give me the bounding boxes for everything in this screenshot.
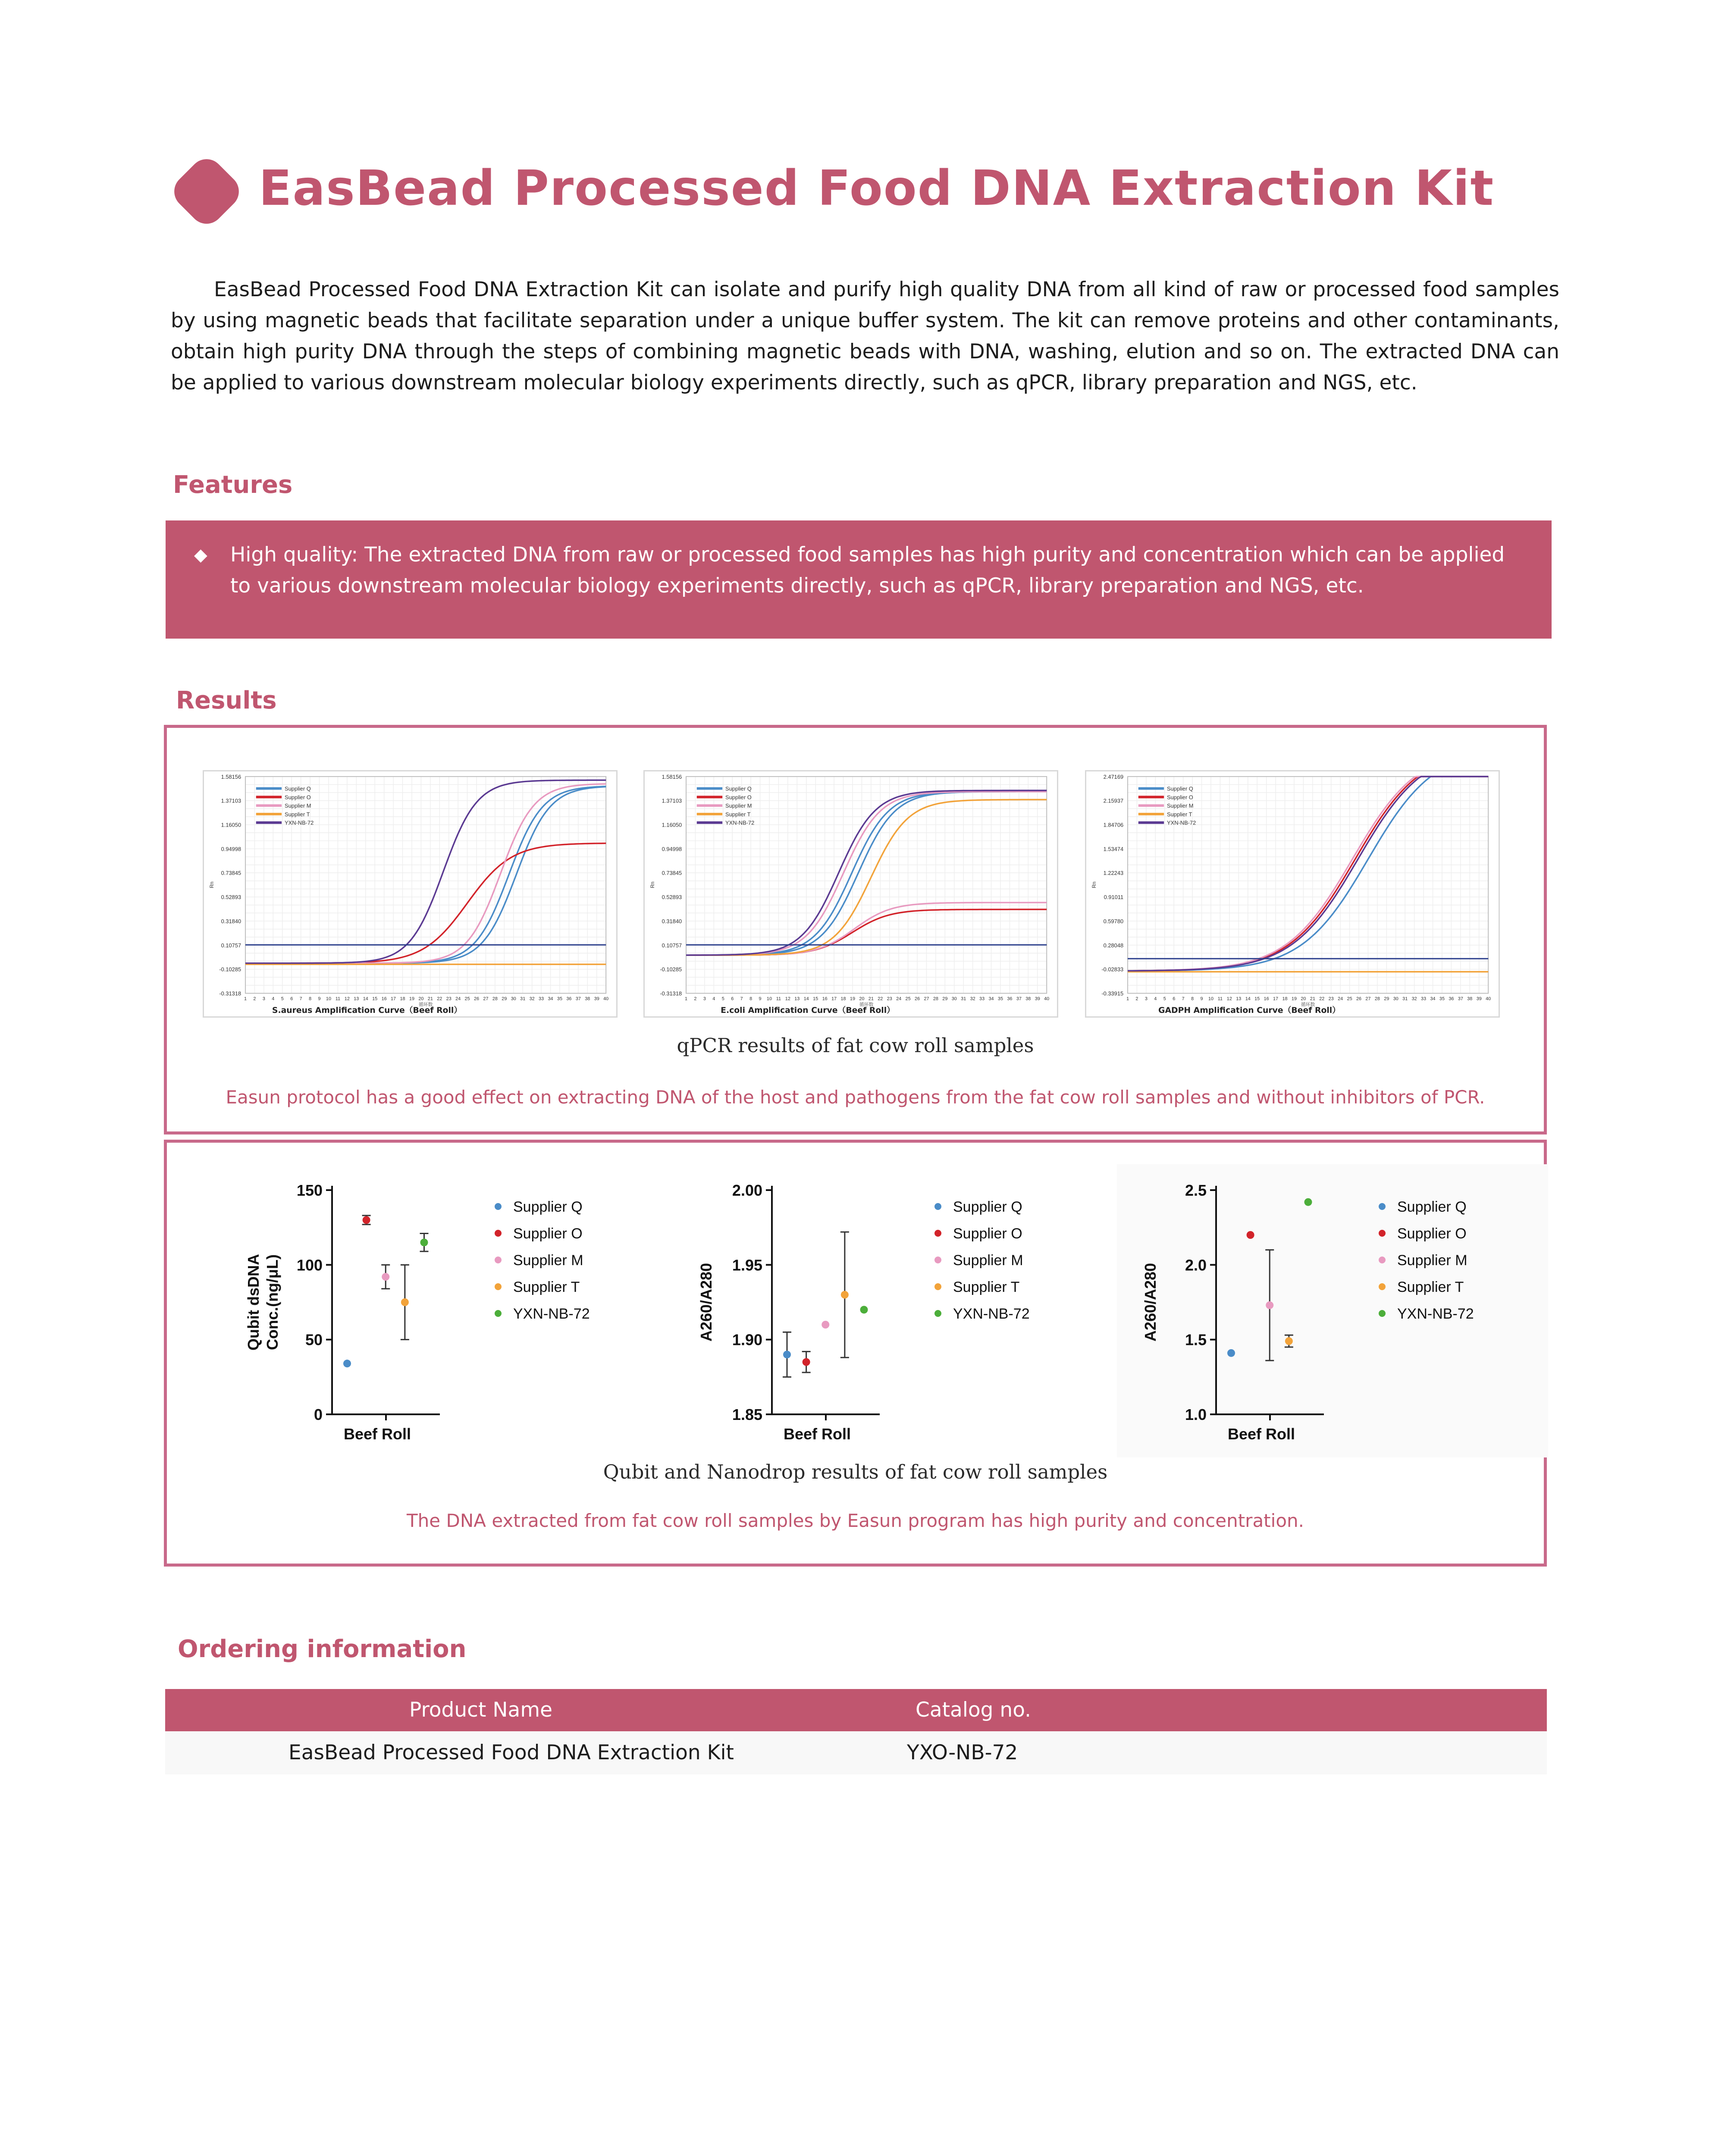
- x-tick-label: 27: [1365, 996, 1371, 1002]
- x-tick-label: 2: [253, 996, 256, 1002]
- gadph-amplification-svg: [1086, 771, 1499, 1016]
- x-tick-label: 27: [483, 996, 489, 1002]
- col-catalog-no: Catalog no.: [916, 1698, 1032, 1722]
- y-tick-label: 0.52893: [662, 894, 682, 901]
- x-tick-label: 21: [1310, 996, 1315, 1002]
- legend-label-supplier-o: Supplier O: [953, 1225, 1022, 1242]
- legend-dot-supplier-o: [495, 1230, 502, 1237]
- x-tick-label: 35: [997, 996, 1003, 1002]
- x-tick-label: 17: [1273, 996, 1279, 1002]
- x-tick-label: 8: [749, 996, 753, 1002]
- x-tick-label: 37: [575, 996, 581, 1002]
- legend-label-yxn-nb-72: YXN-NB-72: [1397, 1306, 1474, 1322]
- x-tick-label: 1: [1126, 996, 1129, 1002]
- y-tick-label: 1.37103: [221, 797, 241, 804]
- x-tick-label: 37: [1458, 996, 1463, 1002]
- intro-text: EasBead Processed Food DNA Extraction Kit can isolate and purify high quality DNA from all kind of raw or processed food samples by using magnetic beads that facilitate separation under a unique buffer system. The kit can remove proteins and other contaminants, obtain high purity DNA through the steps of combining magnetic beads with DNA, washing, elution and so on. The extracted DNA can be applied to various downstream molecular biology experiments directly, such as qPCR, library preparation and NGS, etc.: [171, 278, 1559, 395]
- legend-dot-supplier-o: [934, 1230, 941, 1237]
- y-tick-label: -0.31318: [660, 990, 682, 997]
- point-supplier-o: [363, 1216, 370, 1224]
- legend-label-supplier-o: Supplier O: [1397, 1225, 1467, 1242]
- x-tick-label: 4: [712, 996, 715, 1002]
- legend-dot-supplier-q: [495, 1203, 502, 1210]
- x-tick-label: 32: [970, 996, 975, 1002]
- features-box: [166, 520, 1552, 639]
- y-tick-label: 2.0: [1185, 1256, 1207, 1274]
- x-tick-label: 24: [455, 996, 461, 1002]
- qubit-caption: Qubit and Nanodrop results of fat cow roll samples: [603, 1460, 1108, 1483]
- x-tick-label: 12: [344, 996, 350, 1002]
- x-tick-label: 31: [961, 996, 966, 1002]
- x-tick-label: 39: [594, 996, 599, 1002]
- legend-label-yxn-nb-72: YXN-NB-72: [513, 1306, 590, 1322]
- y-tick-label: 0.94998: [221, 846, 241, 852]
- ecoli-amplification-svg: [645, 771, 1057, 1016]
- results-heading: Results: [176, 686, 277, 714]
- x-tick-label: 29: [1384, 996, 1389, 1002]
- x-tick-label: 23: [446, 996, 452, 1002]
- y-tick-label: -0.10285: [219, 966, 241, 973]
- y-tick-label: 2.00: [732, 1181, 762, 1199]
- x-tick-label: 6: [731, 996, 734, 1002]
- legend-dot-supplier-t: [495, 1283, 502, 1290]
- x-tick-label: 30: [1393, 996, 1398, 1002]
- y-tick-label: -0.02833: [1101, 966, 1124, 973]
- x-tick-label: 34: [988, 996, 994, 1002]
- col-product-name: Product Name: [409, 1698, 553, 1722]
- x-tick-label: 2: [694, 996, 697, 1002]
- y-axis-label: Rn: [208, 881, 215, 888]
- x-tick-label: 7: [740, 996, 743, 1002]
- point-supplier-q: [343, 1360, 351, 1367]
- x-tick-label: 31: [1402, 996, 1408, 1002]
- point-supplier-o: [1247, 1231, 1254, 1239]
- x-tick-label: 39: [1035, 996, 1040, 1002]
- y-axis-label: Rn: [649, 881, 655, 888]
- x-tick-label: 28: [1374, 996, 1380, 1002]
- y-tick-label: 0.31840: [221, 918, 241, 924]
- legend-dot-supplier-m: [934, 1257, 941, 1263]
- x-category-label: Beef Roll: [783, 1425, 851, 1443]
- x-tick-label: 36: [566, 996, 572, 1002]
- x-tick-label: 24: [1338, 996, 1343, 1002]
- x-tick-label: 20: [859, 996, 865, 1002]
- x-tick-label: 3: [703, 996, 706, 1002]
- x-tick-label: 27: [924, 996, 929, 1002]
- x-tick-label: 32: [529, 996, 535, 1002]
- qpcr-caption: qPCR results of fat cow roll samples: [677, 1034, 1034, 1057]
- a260-a280-chart-2: [1117, 1164, 1548, 1457]
- x-tick-label: 3: [1144, 996, 1148, 1002]
- x-tick-label: 3: [262, 996, 265, 1002]
- y-tick-label: 0.10757: [221, 942, 241, 949]
- qubit-note: The DNA extracted from fat cow roll samples by Easun program has high purity and concentration.: [407, 1510, 1304, 1531]
- y-tick-label: 1.5: [1185, 1331, 1207, 1349]
- point-supplier-m: [382, 1273, 389, 1281]
- x-tick-label: 40: [603, 996, 609, 1002]
- x-tick-label: 13: [1236, 996, 1242, 1002]
- x-tick-label: 7: [299, 996, 302, 1002]
- legend-label-yxn-nb-72: YXN-NB-72: [725, 819, 755, 826]
- legend-label-supplier-q: Supplier Q: [1397, 1199, 1467, 1215]
- y-tick-label: 0.52893: [221, 894, 241, 901]
- x-tick-label: 22: [878, 996, 883, 1002]
- x-tick-label: 31: [520, 996, 526, 1002]
- y-axis-label-line2: Conc.(ng/μL): [263, 1254, 281, 1350]
- legend-dot-supplier-t: [1379, 1283, 1386, 1290]
- y-tick-label: 1.16050: [662, 821, 682, 828]
- legend-label-supplier-m: Supplier M: [513, 1252, 583, 1269]
- x-tick-label: 6: [290, 996, 293, 1002]
- x-tick-label: 33: [539, 996, 544, 1002]
- y-tick-label: 0.94998: [662, 846, 682, 852]
- y-tick-label: 1.0: [1185, 1406, 1207, 1423]
- y-tick-label: 150: [296, 1181, 323, 1199]
- y-tick-label: 1.58156: [221, 773, 241, 780]
- x-tick-label: 15: [1254, 996, 1260, 1002]
- x-tick-label: 33: [1421, 996, 1427, 1002]
- y-tick-label: 0.31840: [662, 918, 682, 924]
- legend-label-supplier-m: Supplier M: [285, 802, 311, 809]
- y-tick-label: 1.37103: [662, 797, 682, 804]
- x-tick-label: 9: [759, 996, 762, 1002]
- qubit-concentration-chart: [233, 1164, 664, 1457]
- catalog-no-cell: YXO-NB-72: [907, 1741, 1018, 1764]
- legend-label-supplier-m: Supplier M: [953, 1252, 1023, 1269]
- y-tick-label: -0.31318: [219, 990, 241, 997]
- curve-supplier-o: [686, 909, 1047, 955]
- point-supplier-t: [1285, 1337, 1293, 1345]
- x-tick-label: 32: [1411, 996, 1417, 1002]
- a260-a280-chart-1: [673, 1164, 1104, 1457]
- x-tick-label: 38: [585, 996, 590, 1002]
- x-axis-label: 循环数: [859, 1002, 874, 1008]
- x-tick-label: 20: [418, 996, 424, 1002]
- legend-label-supplier-m: Supplier M: [1167, 802, 1194, 809]
- x-tick-label: 5: [281, 996, 284, 1002]
- y-tick-label: 2.5: [1185, 1181, 1207, 1199]
- ordering-table: [165, 1689, 1547, 1774]
- x-tick-label: 13: [354, 996, 359, 1002]
- x-tick-label: 26: [473, 996, 480, 1002]
- x-tick-label: 17: [831, 996, 837, 1002]
- x-tick-label: 6: [1173, 996, 1176, 1002]
- x-tick-label: 5: [1163, 996, 1166, 1002]
- x-tick-label: 8: [1191, 996, 1194, 1002]
- x-tick-label: 1: [685, 996, 688, 1002]
- x-tick-label: 40: [1486, 996, 1491, 1002]
- x-tick-label: 39: [1476, 996, 1482, 1002]
- x-tick-label: 4: [1154, 996, 1157, 1002]
- legend-dot-yxn-nb-72: [934, 1310, 941, 1317]
- x-tick-label: 37: [1016, 996, 1022, 1002]
- x-tick-label: 20: [1301, 996, 1306, 1002]
- y-axis-label: Rn: [1091, 881, 1097, 888]
- x-tick-label: 14: [1245, 996, 1251, 1002]
- legend-label-supplier-t: Supplier T: [285, 811, 310, 818]
- y-tick-label: -0.33915: [1101, 990, 1124, 997]
- ordering-heading: Ordering information: [178, 1635, 467, 1663]
- legend-dot-supplier-m: [495, 1257, 502, 1263]
- legend-label-supplier-t: Supplier T: [725, 811, 751, 818]
- x-tick-label: 28: [933, 996, 938, 1002]
- point-supplier-m: [822, 1321, 829, 1329]
- saureus-amplification-chart: [203, 770, 618, 1018]
- x-tick-label: 24: [896, 996, 902, 1002]
- x-tick-label: 13: [794, 996, 800, 1002]
- y-tick-label: 0.91011: [1104, 894, 1124, 901]
- y-tick-label: 0.28048: [1103, 942, 1124, 949]
- intro-paragraph: [171, 274, 1559, 398]
- y-tick-label: 1.22243: [1103, 870, 1124, 877]
- point-yxn-nb-72: [860, 1306, 868, 1313]
- point-supplier-t: [841, 1291, 849, 1299]
- x-tick-label: 5: [721, 996, 724, 1002]
- y-tick-label: 50: [305, 1331, 323, 1349]
- x-tick-label: 30: [511, 996, 516, 1002]
- legend-label-supplier-o: Supplier O: [725, 794, 752, 801]
- y-tick-label: 0.59780: [1103, 918, 1124, 924]
- y-tick-label: 100: [296, 1256, 323, 1274]
- legend-label-yxn-nb-72: YXN-NB-72: [285, 819, 314, 826]
- diamond-bullet-icon: ◆: [194, 545, 207, 565]
- x-tick-label: 38: [1025, 996, 1031, 1002]
- y-tick-label: 1.95: [732, 1256, 762, 1274]
- title-diamond-icon: [167, 152, 246, 231]
- x-tick-label: 23: [887, 996, 892, 1002]
- page-title: EasBead Processed Food DNA Extraction Kit: [259, 160, 1495, 216]
- a260-a280-svg-1: [673, 1164, 1104, 1457]
- legend-label-supplier-t: Supplier T: [513, 1279, 580, 1295]
- legend-label-supplier-m: Supplier M: [1397, 1252, 1467, 1269]
- point-yxn-nb-72: [420, 1238, 428, 1246]
- x-tick-label: 16: [1264, 996, 1269, 1002]
- legend-label-supplier-q: Supplier Q: [1167, 785, 1193, 792]
- x-tick-label: 21: [868, 996, 874, 1002]
- legend-label-supplier-q: Supplier Q: [513, 1199, 583, 1215]
- y-tick-label: 2.15937: [1103, 797, 1124, 804]
- point-supplier-q: [783, 1351, 791, 1358]
- y-tick-label: 0.73845: [221, 870, 241, 877]
- x-tick-label: 26: [914, 996, 920, 1002]
- x-tick-label: 18: [1282, 996, 1288, 1002]
- y-tick-label: -0.10285: [660, 966, 682, 973]
- x-tick-label: 29: [942, 996, 948, 1002]
- x-tick-label: 18: [400, 996, 405, 1002]
- x-tick-label: 19: [1291, 996, 1297, 1002]
- point-supplier-t: [401, 1298, 409, 1306]
- x-tick-label: 25: [464, 996, 470, 1002]
- x-tick-label: 4: [272, 996, 275, 1002]
- x-tick-label: 19: [850, 996, 856, 1002]
- x-tick-label: 36: [1007, 996, 1013, 1002]
- chart-background: [1117, 1164, 1548, 1457]
- x-tick-label: 14: [803, 996, 809, 1002]
- point-supplier-m: [1266, 1301, 1273, 1309]
- y-tick-label: 0.10757: [662, 942, 682, 949]
- ordering-table-header: [165, 1689, 1547, 1731]
- x-tick-label: 10: [326, 996, 332, 1002]
- plot-border: [686, 777, 1047, 993]
- point-supplier-q: [1227, 1349, 1235, 1357]
- chart-title: S.aureus Amplification Curve（Beef Roll）: [272, 1006, 462, 1015]
- x-tick-label: 10: [1208, 996, 1214, 1002]
- legend-dot-supplier-m: [1379, 1257, 1386, 1263]
- y-tick-label: 0.73845: [662, 870, 682, 877]
- x-tick-label: 1: [244, 996, 247, 1002]
- legend-label-supplier-q: Supplier Q: [953, 1199, 1022, 1215]
- x-tick-label: 35: [1439, 996, 1445, 1002]
- x-tick-label: 12: [1226, 996, 1232, 1002]
- x-axis-label: 循环数: [418, 1002, 433, 1008]
- chart-title: GADPH Amplification Curve（Beef Roll）: [1158, 1006, 1341, 1015]
- gadph-amplification-chart: [1085, 770, 1500, 1018]
- x-tick-label: 9: [318, 996, 321, 1002]
- x-tick-label: 22: [1319, 996, 1325, 1002]
- table-row: [165, 1731, 1547, 1774]
- x-tick-label: 19: [409, 996, 415, 1002]
- y-axis-label-line1: Qubit dsDNA: [245, 1254, 262, 1351]
- x-tick-label: 16: [381, 996, 387, 1002]
- x-axis-label: 循环数: [1301, 1002, 1315, 1008]
- a260-a280-svg-2: [1117, 1164, 1548, 1457]
- y-tick-label: 0: [314, 1406, 323, 1423]
- x-tick-label: 21: [427, 996, 433, 1002]
- qubit-concentration-svg: [233, 1164, 664, 1457]
- x-tick-label: 15: [813, 996, 818, 1002]
- y-axis-label: A260/A280: [1141, 1263, 1159, 1342]
- x-tick-label: 10: [766, 996, 772, 1002]
- y-tick-label: 1.53474: [1103, 846, 1124, 852]
- legend-label-supplier-q: Supplier Q: [285, 785, 311, 792]
- legend-label-supplier-o: Supplier O: [285, 794, 311, 801]
- x-tick-label: 34: [548, 996, 553, 1002]
- x-tick-label: 30: [951, 996, 957, 1002]
- y-tick-label: 1.85: [732, 1406, 762, 1423]
- product-name-cell: EasBead Processed Food DNA Extraction Kit: [288, 1741, 734, 1764]
- x-category-label: Beef Roll: [1227, 1425, 1295, 1443]
- feature-item: High quality: The extracted DNA from raw or processed food samples has high purity and concentration which can be applied to various downstream molecular biology experiments directly, such as qPCR, library preparation and NGS, etc.: [230, 543, 1505, 598]
- x-tick-label: 25: [905, 996, 911, 1002]
- x-tick-label: 18: [840, 996, 846, 1002]
- legend-label-yxn-nb-72: YXN-NB-72: [1167, 819, 1196, 826]
- x-tick-label: 33: [979, 996, 985, 1002]
- legend-dot-yxn-nb-72: [495, 1310, 502, 1317]
- x-tick-label: 25: [1347, 996, 1352, 1002]
- point-supplier-o: [803, 1358, 810, 1366]
- x-tick-label: 40: [1044, 996, 1050, 1002]
- x-tick-label: 17: [391, 996, 396, 1002]
- legend-label-supplier-o: Supplier O: [1167, 794, 1193, 801]
- legend-dot-supplier-q: [934, 1203, 941, 1210]
- x-tick-label: 29: [502, 996, 507, 1002]
- x-tick-label: 11: [1217, 996, 1223, 1002]
- x-tick-label: 23: [1328, 996, 1334, 1002]
- x-tick-label: 11: [776, 996, 781, 1002]
- x-tick-label: 28: [492, 996, 498, 1002]
- legend-label-supplier-t: Supplier T: [1397, 1279, 1464, 1295]
- y-tick-label: 1.84706: [1103, 821, 1124, 828]
- legend-dot-supplier-t: [934, 1283, 941, 1290]
- y-tick-label: 1.58156: [662, 773, 682, 780]
- x-tick-label: 9: [1200, 996, 1203, 1002]
- x-tick-label: 11: [335, 996, 341, 1002]
- x-tick-label: 15: [372, 996, 378, 1002]
- legend-label-supplier-t: Supplier T: [1167, 811, 1192, 818]
- legend-label-supplier-t: Supplier T: [953, 1279, 1020, 1295]
- features-heading: Features: [173, 471, 293, 499]
- ecoli-amplification-chart: [643, 770, 1058, 1018]
- chart-title: E.coli Amplification Curve（Beef Roll）: [721, 1006, 895, 1015]
- x-tick-label: 8: [309, 996, 312, 1002]
- x-tick-label: 12: [785, 996, 790, 1002]
- legend-label-supplier-o: Supplier O: [513, 1225, 583, 1242]
- x-tick-label: 7: [1182, 996, 1185, 1002]
- x-tick-label: 26: [1356, 996, 1362, 1002]
- x-tick-label: 16: [822, 996, 828, 1002]
- x-category-label: Beef Roll: [343, 1425, 411, 1443]
- y-tick-label: 1.90: [732, 1331, 762, 1349]
- x-tick-label: 36: [1449, 996, 1454, 1002]
- y-tick-label: 2.47169: [1103, 773, 1124, 780]
- x-tick-label: 38: [1467, 996, 1473, 1002]
- y-axis-label: A260/A280: [697, 1263, 715, 1342]
- x-tick-label: 35: [557, 996, 563, 1002]
- legend-dot-yxn-nb-72: [1379, 1310, 1386, 1317]
- plot-border: [1128, 777, 1488, 993]
- point-yxn-nb-72: [1304, 1198, 1312, 1206]
- legend-label-supplier-m: Supplier M: [725, 802, 752, 809]
- x-tick-label: 22: [437, 996, 442, 1002]
- x-tick-label: 14: [363, 996, 368, 1002]
- legend-dot-supplier-q: [1379, 1203, 1386, 1210]
- legend-label-supplier-q: Supplier Q: [725, 785, 752, 792]
- qpcr-note: Easun protocol has a good effect on extracting DNA of the host and pathogens from the fat cow roll samples and without inhibitors of PCR.: [226, 1087, 1485, 1108]
- saureus-amplification-svg: [204, 771, 616, 1016]
- x-tick-label: 2: [1135, 996, 1138, 1002]
- x-tick-label: 34: [1430, 996, 1436, 1002]
- legend-label-yxn-nb-72: YXN-NB-72: [953, 1306, 1030, 1322]
- legend-dot-supplier-o: [1379, 1230, 1386, 1237]
- y-tick-label: 1.16050: [221, 821, 241, 828]
